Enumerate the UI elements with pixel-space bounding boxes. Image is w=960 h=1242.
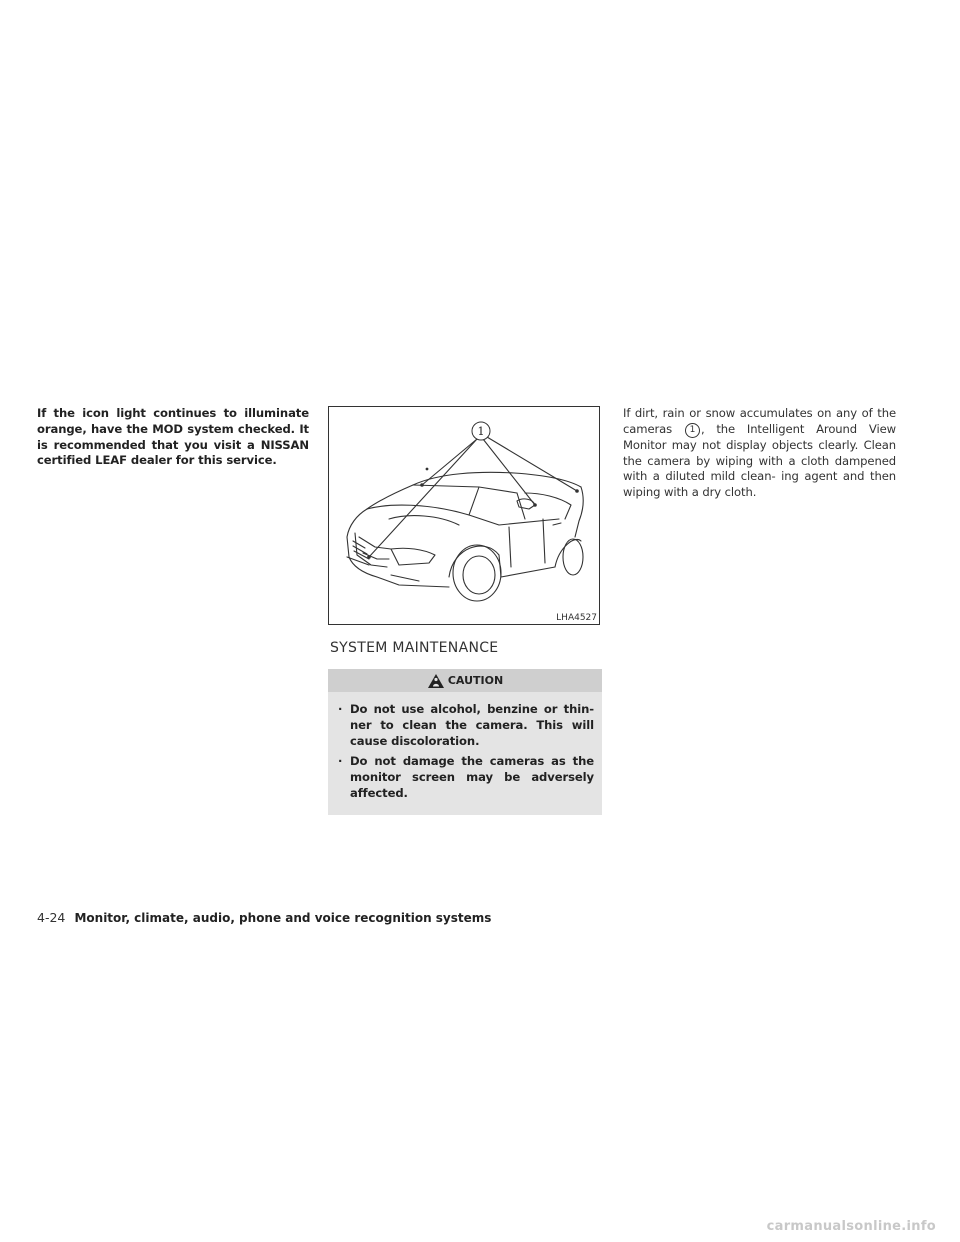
figure-code: LHA4527 <box>556 613 597 623</box>
caution-item: · Do not use alcohol, benzine or thin- ner to clean the camera. This will cause discoloration. <box>337 702 594 749</box>
cleaning-instructions <box>623 406 896 501</box>
cleaning-text-start: If dirt, rain or snow accumulates on any of the cameras <box>623 406 896 436</box>
caution-item: · Do not damage the cameras as the monitor screen may be adversely affected. <box>337 754 594 801</box>
camera-callout-marker: 1 <box>685 423 700 438</box>
caution-box <box>328 669 602 815</box>
right-column <box>623 406 896 501</box>
middle-column <box>328 406 602 815</box>
warning-person-icon <box>427 673 445 689</box>
page-number: 4-24 <box>37 910 66 925</box>
caution-label: CAUTION <box>447 674 504 687</box>
callout-number: 1 <box>477 425 485 438</box>
mod-notice: If the icon light continues to illuminate orange, have the MOD system checked. It is recommended that you visit a NISSAN certified LEAF dealer for this service. <box>37 406 309 468</box>
camera-location-figure <box>328 406 600 625</box>
cleaning-text-end: , the Intelligent Around View Monitor may not display objects clearly. Clean the camera by wiping with a cloth dampened with a diluted mild clean- ing agent and then wiping with a dry cloth. <box>623 421 896 500</box>
watermark: carmanualsonline.info <box>766 1219 936 1234</box>
page-footer <box>37 907 491 926</box>
left-column <box>37 406 309 469</box>
car-illustration <box>329 407 601 626</box>
caution-header <box>328 669 602 692</box>
caution-list <box>328 692 602 802</box>
chapter-title: Monitor, climate, audio, phone and voice recognition systems <box>74 911 492 925</box>
section-title: SYSTEM MAINTENANCE <box>330 640 499 656</box>
